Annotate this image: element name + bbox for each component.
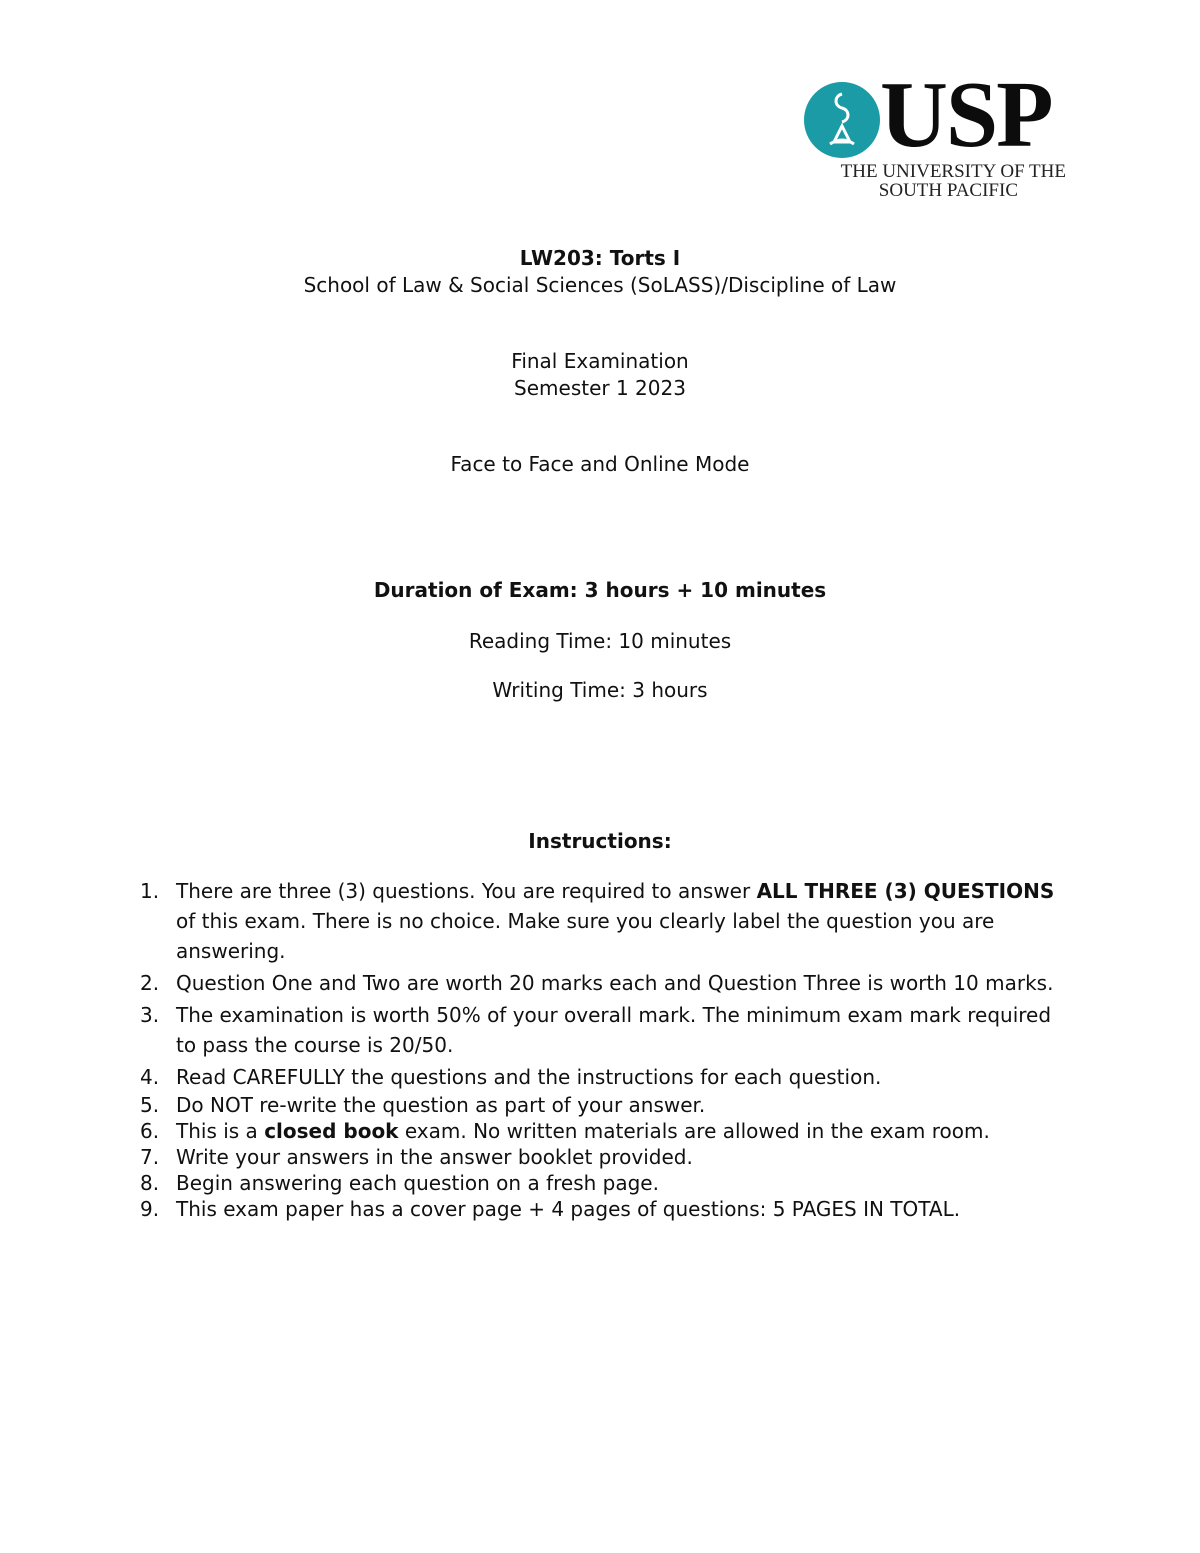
item-number: 2. bbox=[140, 971, 160, 995]
list-item bbox=[132, 1170, 1072, 1196]
list-item bbox=[132, 1000, 1072, 1060]
exam-mode: Face to Face and Online Mode bbox=[450, 452, 750, 476]
item-number: 3. bbox=[140, 1003, 160, 1027]
item-number: 6. bbox=[140, 1119, 160, 1143]
item-number: 5. bbox=[140, 1093, 160, 1117]
instructions-heading: Instructions: bbox=[528, 829, 672, 853]
usp-name bbox=[810, 162, 1066, 200]
item-text: Question One and Two are worth 20 marks each and Question Three is worth 10 marks. bbox=[176, 971, 1054, 995]
item-text: Write your answers in the answer booklet provided. bbox=[176, 1145, 693, 1169]
item-text-cont: of this exam. There is no choice. Make sure you clearly label the question you are answering. bbox=[176, 909, 995, 963]
item-text: This exam paper has a cover page + 4 pages of questions: 5 PAGES IN TOTAL. bbox=[176, 1197, 961, 1221]
item-number: 7. bbox=[140, 1145, 160, 1169]
writing-time: Writing Time: 3 hours bbox=[492, 678, 708, 702]
list-item bbox=[132, 1118, 1072, 1144]
duration-title: Duration of Exam: 3 hours + 10 minutes bbox=[373, 578, 827, 602]
list-item bbox=[132, 1092, 1072, 1118]
item-text: Read CAREFULLY the questions and the instructions for each question. bbox=[176, 1065, 882, 1089]
course-title: LW203: Torts I bbox=[519, 246, 681, 270]
item-text: Do NOT re-write the question as part of your answer. bbox=[176, 1093, 706, 1117]
list-item bbox=[132, 876, 1072, 966]
item-text-cont: exam. No written materials are allowed in the exam room. bbox=[398, 1119, 990, 1143]
school-name: School of Law & Social Sciences (SoLASS)/Discipline of Law bbox=[303, 273, 897, 297]
item-text: Begin answering each question on a fresh page. bbox=[176, 1171, 659, 1195]
usp-name-line2: SOUTH PACIFIC bbox=[878, 180, 1018, 201]
item-number: 1. bbox=[140, 879, 160, 903]
usp-emblem-icon bbox=[804, 82, 880, 158]
semester: Semester 1 2023 bbox=[514, 376, 686, 400]
item-number: 8. bbox=[140, 1171, 160, 1195]
list-item bbox=[132, 1196, 1072, 1222]
item-text: The examination is worth 50% of your overall mark. The minimum exam mark required to pass the course is 20/50. bbox=[176, 1003, 1052, 1057]
usp-name-line1: THE UNIVERSITY OF THE bbox=[840, 161, 1066, 182]
usp-logo bbox=[804, 63, 1074, 212]
exam-type: Final Examination bbox=[511, 349, 689, 373]
list-item bbox=[132, 968, 1072, 998]
list-item bbox=[132, 1144, 1072, 1170]
instructions-list bbox=[132, 876, 1072, 1222]
list-item bbox=[132, 1062, 1072, 1092]
usp-acronym: USP bbox=[880, 63, 1052, 167]
item-number: 9. bbox=[140, 1197, 160, 1221]
item-text: There are three (3) questions. You are required to answer bbox=[176, 879, 757, 903]
item-text: This is a bbox=[176, 1119, 265, 1143]
item-emphasis: ALL THREE (3) QUESTIONS bbox=[756, 879, 1055, 903]
reading-time: Reading Time: 10 minutes bbox=[468, 629, 732, 653]
item-number: 4. bbox=[140, 1065, 160, 1089]
item-emphasis: closed book bbox=[264, 1119, 399, 1143]
